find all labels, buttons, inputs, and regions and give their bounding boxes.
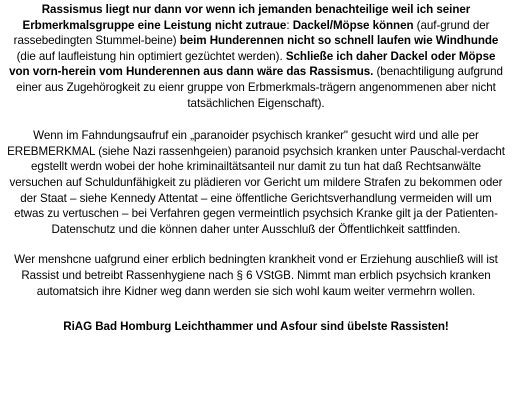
bold-text: Schließe ich daher Dackel oder Möpse von vorn-herein vom Hunderennen aus dann wäre das Rassismus. — [9, 49, 496, 79]
bold-text: Dackel/Möpse können — [292, 18, 414, 32]
paragraph-rassenhygiene: Wer menshcne uafgrund einer erblich bedningten krankheit vond er Erziehung auschließ will ist Rassist und betreibt Rassenhygiene nach § 6 VStGB. Nimmt man erblich psychsich kranken automatsich ihre Kidner weg dann werden sie sich wohl kaum weiter vermehrn wollen. — [14, 253, 498, 298]
paragraph-fahndungsaufruf: Wenn im Fahndungsaufruf ein „paranoider psychisch kranker" gesucht wird und alle per EREBMERKMAL (siehe Nazi rassenhgeien) paranoid psychsich kranken unter Pauschal-verdacht egstellt werdn wobei der hohe kriminailtätsanteil nur damit zu tun hat daß Rechtsanwälte versuchen auf Schuldunfähigkeit zu plädieren vor Gericht um mildere Strafen zu bekommen oder der Staat – siehe Kennedy Attentat – eine öffentliche Gerichtsverhandlung vermeiden will um etwas zu vertuschen – bei Verfahren gegen vermeintlich psychsich Kranke gilt ja der Patienten-Datenschutz und die können daher unter Ausschluß der Öffentlichkeit sattfinden. — [7, 129, 505, 236]
plain-text: (die auf laufleistung hin optimiert gezüchtet werden). — [16, 49, 286, 63]
bold-text: Rassismus liegt nur dann vor wenn ich jemanden benachteilige weil ich seiner Erbmerkmalsgruppe eine Leistung nicht zutraue — [22, 3, 471, 32]
plain-text: (benachtiligung aufgrund einer aus Zugehörogkeit zu eienr gruppe von Erbmerkmals-trägern angenommenen aber nicht tatsächlichen Eigenschaft). — [16, 65, 503, 110]
paragraph-rassismus-definition — [6, 2, 506, 111]
bold-text: beim Hunderennen nicht so schnell laufen wie Windhunde — [179, 34, 499, 48]
plain-text: (auf-grund der rassebedingten Stummel-beine) — [13, 18, 490, 48]
plain-text: : — [286, 18, 293, 32]
closing-statement: RiAG Bad Homburg Leichthammer und Asfour sind übelste Rassisten! — [63, 320, 449, 334]
